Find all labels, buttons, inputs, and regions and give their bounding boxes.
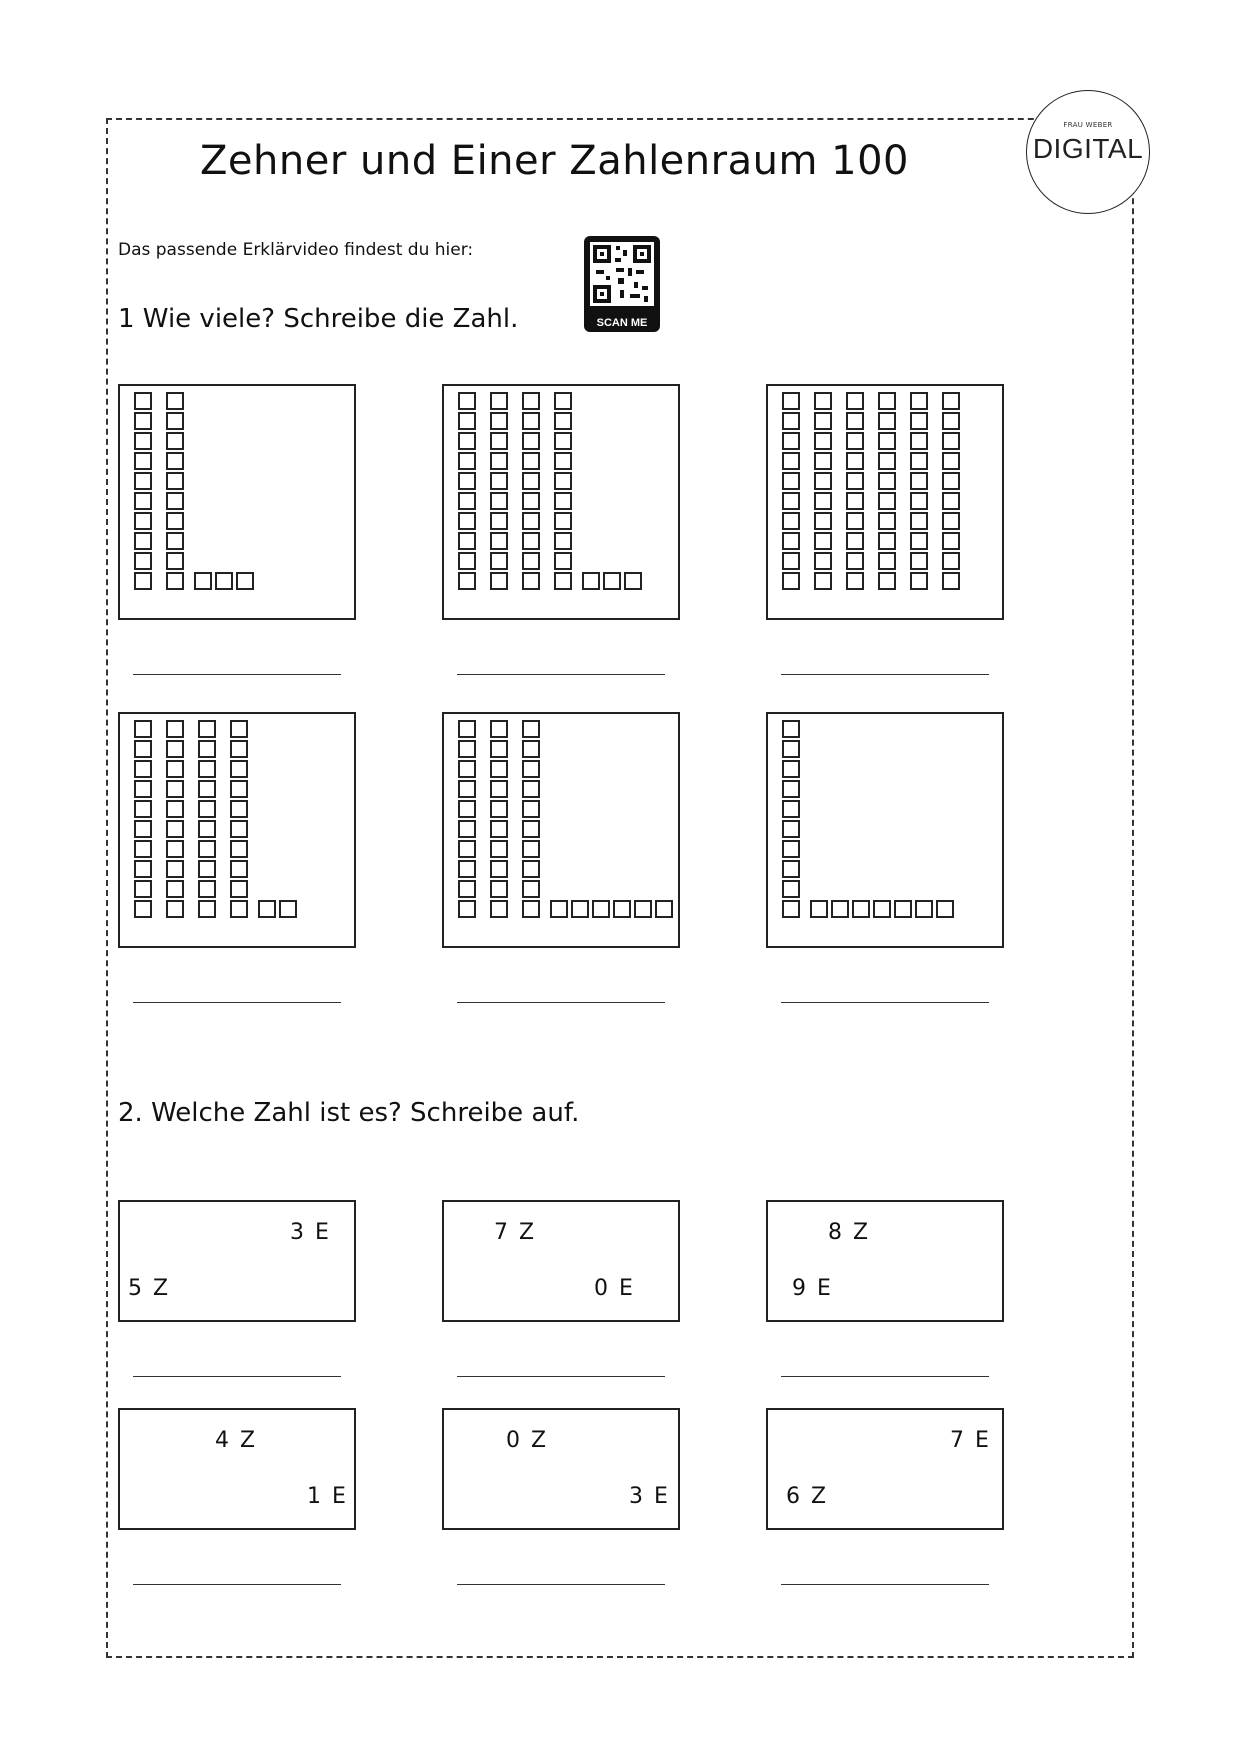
card-label-top: 3 E <box>290 1220 331 1245</box>
place-value-card <box>766 1408 1004 1530</box>
answer-line[interactable] <box>781 1376 989 1377</box>
ten-rod <box>134 720 152 920</box>
ten-rod <box>490 720 508 920</box>
card-label-bottom: 5 Z <box>128 1276 171 1301</box>
one-cubes <box>194 572 254 590</box>
card-label-top: 0 Z <box>506 1428 549 1453</box>
ten-rod <box>522 392 540 592</box>
answer-line[interactable] <box>133 1584 341 1585</box>
ten-rod <box>166 720 184 920</box>
place-value-card <box>766 1200 1004 1322</box>
video-hint: Das passende Erklärvideo findest du hier: <box>118 240 474 260</box>
qr-code[interactable] <box>584 236 660 332</box>
card-label-top: 7 Z <box>494 1220 537 1245</box>
block-picture <box>442 712 680 948</box>
answer-line[interactable] <box>133 1376 341 1377</box>
one-cubes <box>582 572 642 590</box>
answer-line[interactable] <box>781 1584 989 1585</box>
answer-line[interactable] <box>781 1002 989 1003</box>
ten-rod <box>458 720 476 920</box>
ten-rod <box>814 392 832 592</box>
brand-logo <box>1026 90 1150 214</box>
place-value-card <box>442 1200 680 1322</box>
one-cubes <box>550 900 673 918</box>
qr-pattern-icon <box>590 242 654 306</box>
card-label-bottom: 9 E <box>792 1276 833 1301</box>
card-label-bottom: 3 E <box>629 1484 670 1509</box>
ten-rod <box>554 392 572 592</box>
card-label-top: 7 E <box>950 1428 991 1453</box>
qr-label: SCAN ME <box>596 317 648 329</box>
block-picture <box>766 384 1004 620</box>
place-value-card <box>118 1200 356 1322</box>
one-cubes <box>810 900 954 918</box>
ten-rod <box>490 392 508 592</box>
one-cubes <box>258 900 297 918</box>
place-value-card <box>442 1408 680 1530</box>
block-picture <box>442 384 680 620</box>
card-label-bottom: 0 E <box>594 1276 635 1301</box>
answer-line[interactable] <box>781 674 989 675</box>
card-label-bottom: 6 Z <box>786 1484 829 1509</box>
block-picture <box>766 712 1004 948</box>
block-picture <box>118 384 356 620</box>
ten-rod <box>782 720 800 920</box>
card-label-top: 8 Z <box>828 1220 871 1245</box>
answer-line[interactable] <box>457 1584 665 1585</box>
exercise-1-prompt: 1 Wie viele? Schreibe die Zahl. <box>118 304 519 334</box>
answer-line[interactable] <box>457 1376 665 1377</box>
answer-line[interactable] <box>133 674 341 675</box>
ten-rod <box>782 392 800 592</box>
ten-rod <box>166 392 184 592</box>
exercise-2-prompt: 2. Welche Zahl ist es? Schreibe auf. <box>118 1098 580 1128</box>
ten-rod <box>846 392 864 592</box>
answer-line[interactable] <box>457 674 665 675</box>
logo-title: DIGITAL <box>1032 133 1144 164</box>
page-title: Zehner und Einer Zahlenraum 100 <box>200 138 909 184</box>
answer-line[interactable] <box>133 1002 341 1003</box>
ten-rod <box>878 392 896 592</box>
ten-rod <box>942 392 960 592</box>
ten-rod <box>134 392 152 592</box>
card-label-bottom: 1 E <box>307 1484 348 1509</box>
logo-subtitle: FRAU WEBER <box>1063 121 1113 129</box>
answer-line[interactable] <box>457 1002 665 1003</box>
ten-rod <box>198 720 216 920</box>
ten-rod <box>910 392 928 592</box>
place-value-card <box>118 1408 356 1530</box>
block-picture <box>118 712 356 948</box>
ten-rod <box>522 720 540 920</box>
ten-rod <box>230 720 248 920</box>
ten-rod <box>458 392 476 592</box>
card-label-top: 4 Z <box>215 1428 258 1453</box>
